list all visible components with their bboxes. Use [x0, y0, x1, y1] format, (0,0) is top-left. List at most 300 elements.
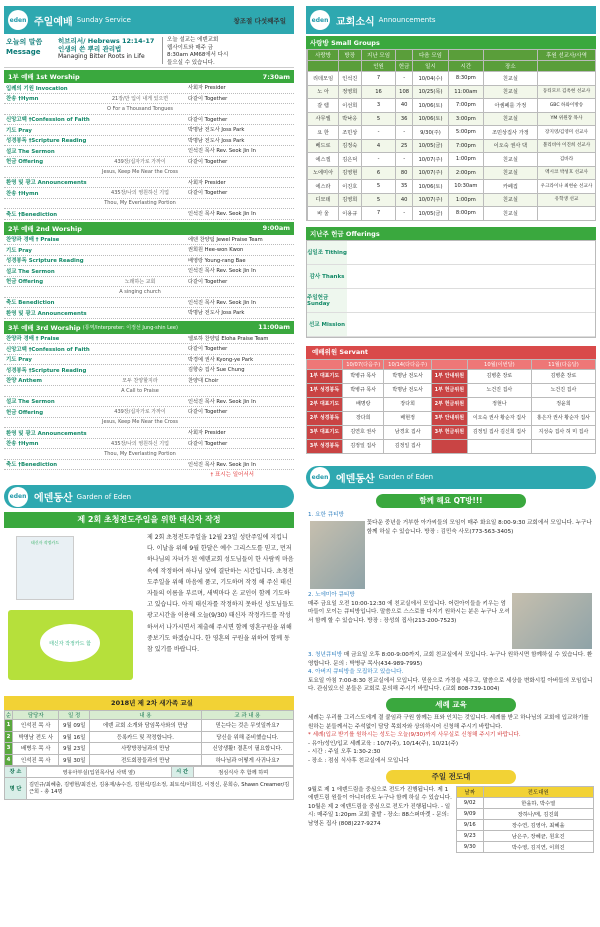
right-column [306, 6, 596, 853]
service-item: 찬송 †Hymn [6, 441, 39, 448]
table-cell: 3 [5, 743, 13, 755]
offering-row [307, 265, 595, 289]
service-person: 박명남 전도사 Joss Park [188, 127, 245, 134]
service-hymn: 439장/십자가로 가까이 [114, 158, 166, 165]
service-person: 다같이 Together [188, 95, 228, 102]
table-cell: 1 [5, 720, 13, 732]
service-hymn: A Call to Praise [121, 387, 159, 394]
table-row [307, 126, 596, 140]
table-cell: 우크라이나 최현순 선교사 [538, 180, 596, 194]
qt1-heading: 1. 요한 큐티방 [308, 511, 344, 518]
table-cell: 이용규 [338, 207, 361, 221]
service-row [4, 167, 294, 178]
table-row [307, 411, 596, 425]
table-cell: 7:00pm [448, 139, 483, 153]
time-value: 점심식사 후 함께 하며 [193, 767, 293, 778]
table-cell: 베드로 [308, 139, 338, 153]
qt1-photo [310, 521, 365, 589]
service-row [4, 344, 294, 355]
service-row [4, 256, 294, 267]
service-person: 다같이 Together [188, 278, 228, 285]
table-cell: 2:00pm [448, 166, 483, 180]
table-cell [538, 72, 596, 86]
table-cell: 1:00pm [448, 193, 483, 207]
table-row [307, 180, 596, 194]
table-header: 사랑방 [308, 50, 338, 61]
table-cell: 동티모르 김옥현 선교사 [538, 85, 596, 99]
table-cell [538, 207, 596, 221]
service-row [4, 104, 294, 115]
table-cell: 친교실 [483, 112, 537, 126]
table-cell: 5 [361, 112, 396, 126]
service-person: 에덴 찬양팀 Jewel Praise Team [188, 236, 263, 243]
service-item: 찬송 †Hymn [6, 96, 39, 103]
table-cell: 16 [361, 85, 396, 99]
table-row [307, 193, 596, 207]
service-hymn: 노래하는 교회 [124, 278, 156, 285]
table-cell: 인석진 목 사 [13, 720, 59, 732]
table-row [307, 166, 596, 180]
table-cell: 하나님과 어떻게 사귀나요? [201, 754, 293, 766]
table-header: 지난 모임 [361, 50, 396, 61]
table-cell: - [361, 153, 396, 167]
table-cell: 지성숙 집사 허 미 집사 [531, 425, 595, 439]
service-person: 박명남 전도사 Joss Park [188, 310, 245, 317]
service-item: 기도 Pray [6, 127, 32, 134]
table-cell: 친교실 [483, 207, 537, 221]
table-header [431, 359, 467, 369]
table-cell: 친교실 [483, 85, 537, 99]
first-service-bar: 1부 예배 1st Worship 7:30am [4, 70, 294, 83]
table-cell: 3부 성경봉독 [307, 439, 343, 453]
qt2-heading: 2. 노에미아 큐티방 [308, 592, 355, 599]
offering-label: 십일조 Tithing [307, 241, 347, 264]
table-cell: 친교실 [483, 193, 537, 207]
worship-title-en: Sunday Service [76, 16, 131, 24]
table-row [5, 720, 294, 732]
service-row [4, 439, 294, 450]
table-cell: 3:00pm [448, 112, 483, 126]
table-cell: 배병우 목 사 [13, 743, 59, 755]
service-row [4, 334, 294, 345]
service-person: 찬양대 Choir [188, 377, 219, 384]
table-cell: 전도회장들과의 만남 [89, 754, 201, 766]
table-cell: 박명남 전도사 [384, 383, 431, 397]
table-cell: 인석진 [338, 72, 361, 86]
service-person: 다같이 Together [188, 409, 228, 416]
table-cell: 아셈페를 가정 [483, 99, 537, 113]
service-item: 찬양과 경배 † Praise [6, 237, 60, 244]
table-subheader: 헌금 [396, 61, 413, 72]
service-row [4, 298, 294, 309]
service-row [4, 209, 294, 220]
table-header: 날짜 [457, 786, 484, 797]
service-item: 찬양과 경배 † Praise [6, 336, 60, 343]
service-row [4, 418, 294, 429]
table-cell: 9월 16일 [59, 731, 89, 743]
table-cell: 35 [396, 180, 413, 194]
table-subheader [538, 61, 596, 72]
service-row [4, 188, 294, 199]
table-cell: 이오숙 권사 황순자 집사 [467, 411, 531, 425]
table-cell: - [361, 126, 396, 140]
table-cell: 8:00pm [448, 207, 483, 221]
new-family-table [4, 710, 294, 766]
small-groups-table [306, 49, 596, 221]
eden-logo: eden [310, 467, 330, 487]
service-person: 김향숭 집사 Sue Chung [188, 367, 245, 374]
service-item: 기도 Pray [6, 247, 32, 254]
table-header [307, 359, 343, 369]
worship-title-ko: 주일예배 [34, 16, 73, 28]
table-cell: 11:00am [448, 85, 483, 99]
table-cell: 9/30(주) [412, 126, 448, 140]
table-row [307, 369, 596, 383]
offering-row [307, 289, 595, 313]
table-subheader: 시간 [448, 61, 483, 72]
table-header [396, 50, 413, 61]
table-cell: 9/30 [457, 841, 484, 852]
service-item: 헌금 Offering [6, 409, 44, 416]
table-cell: 인석진 목 사 [13, 754, 59, 766]
service-person: 다같이 Together [188, 158, 228, 165]
evangel-section [306, 786, 596, 853]
commitment-card: 태신자 작정카드 [16, 536, 74, 600]
table-cell: 에스라 [308, 180, 338, 194]
scripture: 히브리서/ Hebrews 12:14-17 [58, 37, 155, 45]
table-cell: 노건진 집사 [467, 383, 531, 397]
table-cell: 장수연, 김영아, 최혜을 [483, 819, 594, 830]
table-header: 11월(다음달) [531, 359, 595, 369]
table-row [307, 397, 596, 411]
service-row [4, 235, 294, 246]
service-item: 환영 및 광고 Announcements [6, 180, 87, 187]
table-cell: 9/02 [457, 797, 484, 808]
table-cell: 2부 성경봉독 [307, 411, 343, 425]
qt-title: 함께 해요 QT방!!! [376, 494, 526, 508]
offering-label: 주일헌금 Sunday [307, 289, 347, 312]
service-person: 박명남 전도사 Joss Park [188, 137, 245, 144]
offering-label: 감사 Thanks [307, 265, 347, 288]
table-cell: 장하나/메, 김진회 [483, 808, 594, 819]
service-row [4, 355, 294, 366]
service-item: 성경봉독 †Scripture Reading [6, 138, 87, 145]
table-cell: 정현나 [467, 397, 531, 411]
table-row [307, 439, 596, 453]
service-person: 다같이 Together [188, 116, 228, 123]
service-row [4, 308, 294, 319]
table-cell: 바 울 [308, 207, 338, 221]
table-cell: 등록카드 및 작정합니다. [89, 731, 201, 743]
table-cell: 10/07(주) [412, 153, 448, 167]
table-header [448, 50, 483, 61]
service-person: 배영랑 Young-rang Bae [188, 257, 246, 264]
table-cell: 장다희 [384, 397, 431, 411]
names-value: 김민규/최혜출, 김병현/최진선, 김용재/송수진, 김현석/김소정, 최토석/이희진, 이정신, 문희승, Shawn Creamer/김근희 - 총 14명 [27, 778, 294, 800]
service-item: 기도 Pray [6, 357, 32, 364]
table-cell: 9/09 [457, 808, 484, 819]
table-cell: 김영희 [338, 193, 361, 207]
table-cell: 조민상집사 가정 [483, 126, 537, 140]
service-person: 다같이 Together [188, 190, 228, 197]
service-item: 헌금 Offering [6, 279, 44, 286]
table-cell: 25 [396, 139, 413, 153]
table-cell: 36 [396, 112, 413, 126]
table-row [5, 743, 294, 755]
table-cell: 3부 대표기도 [307, 425, 343, 439]
table-cell: 1:00pm [448, 153, 483, 167]
table-cell: 2 [5, 731, 13, 743]
announce-header [306, 6, 596, 34]
service-hymn: 439장/십자가로 가까이 [114, 409, 166, 416]
service-item: 설교 The Sermon [6, 399, 55, 406]
service-hymn: A singing church [119, 288, 161, 295]
place-label: 장 소 [5, 767, 27, 778]
service-row [4, 386, 294, 397]
table-row [307, 112, 596, 126]
table-cell: 김은덕 [338, 153, 361, 167]
commitment-banner: 제 2회 초청전도주일을 위한 태신자 작정 [4, 512, 294, 528]
table-subheader: 인원 [361, 61, 396, 72]
table-row [457, 830, 594, 841]
week-label: 창조절 다섯째주일 [233, 16, 286, 25]
service-item: 설교 The Sermon [6, 268, 55, 275]
table-cell: 박병규 목사 [342, 383, 383, 397]
offering-table [306, 240, 596, 338]
evangel-table [456, 786, 594, 853]
table-cell: 노 아 [308, 85, 338, 99]
table-cell: 3부 헌금위원 [431, 425, 467, 439]
class-info-table [4, 766, 294, 800]
service-row [4, 125, 294, 136]
table-subheader [338, 61, 361, 72]
service-row [4, 245, 294, 256]
service-person: 엘로하 찬양팀 Eloha Praise Team [188, 335, 269, 342]
service-hymn: O For a Thousand Tongues [106, 105, 174, 112]
table-row [457, 819, 594, 830]
table-cell: - [396, 153, 413, 167]
service-item: 신앙고백 †Confession of Faith [6, 346, 90, 353]
service-person: 인석진 목사 Rev. Seok Jin In [188, 148, 256, 155]
second-service-order [4, 235, 294, 319]
table-cell: 디모데 [308, 193, 338, 207]
table-cell: 9월 30일 [59, 754, 89, 766]
table-cell: 2부 대표기도 [307, 397, 343, 411]
service-row [4, 199, 294, 210]
table-cell: 조민상 [338, 126, 361, 140]
commitment-box: 태신자 작정카드 함 [8, 610, 133, 680]
small-groups-bar: 사랑방 Small Groups [306, 36, 596, 49]
table-cell: 10/06(토) [412, 99, 448, 113]
table-header: 전도대원 [483, 786, 594, 797]
service-person: 권희원 Hee-won Kwon [188, 247, 244, 254]
service-item: 축도 Benediction [6, 300, 55, 307]
table-row [307, 153, 596, 167]
table-cell [531, 439, 595, 453]
table-cell: 이선희 [338, 99, 361, 113]
table-cell: 5 [361, 180, 396, 194]
service-hymn: Jesus, Keep Me Near the Cross [101, 419, 179, 426]
table-row [307, 99, 596, 113]
third-service-bar: 3부 예배 3rd Worship (통역/Interpreter: 이정선 Jung-shin Lee) 11:00am [4, 321, 294, 334]
place-value: 영유아부실(입원목사님 사택 옆) [27, 767, 172, 778]
table-cell: 10/04(수) [412, 72, 448, 86]
garden-header-right: eden 에덴동산 Garden of Eden [306, 466, 596, 489]
offering-bar: 지난주 헌금 Offerings [306, 227, 596, 240]
table-cell: 당신을 위해 준비했습니다. [201, 731, 293, 743]
table-cell: - [396, 72, 413, 86]
table-cell: 김영현 [338, 166, 361, 180]
worship-header [4, 6, 294, 34]
table-cell: 40 [396, 99, 413, 113]
table-cell: 3부 안내위원 [431, 411, 467, 425]
table-header [483, 50, 537, 61]
table-cell: 박수영, 김지연, 이희진 [483, 841, 594, 852]
table-cell: 박명남 전도사 [384, 369, 431, 383]
second-service-bar: 2부 예배 2nd Worship 9:00am [4, 222, 294, 235]
service-row [4, 94, 294, 105]
service-row [4, 449, 294, 460]
service-item: 환영 및 광고 Announcements [6, 310, 87, 317]
qt1-text: 꽃다운 중년을 거부한 아가씨들의 모임이 매주 화요일 8:00-9:30 교회에서 모입니다. 누구나 함께 하실 수 있습니다. 방장 : 김민숙 사모(773-563-3405) [366, 520, 592, 535]
service-item: 헌금 Offering [6, 159, 44, 166]
garden-header-left: eden 에덴동산 Garden of Eden [4, 485, 294, 508]
service-row [4, 277, 294, 288]
service-item: 찬송 †Hymn [6, 190, 39, 197]
service-item: 신앙고백 †Confession of Faith [6, 117, 90, 124]
table-cell: - [396, 126, 413, 140]
message-content [58, 37, 163, 64]
sermon-title-ko: 인생의 쓴 뿌리 관리법 [58, 45, 122, 53]
table-cell: 노에미아 [308, 166, 338, 180]
service-item: 찬양 Anthem [6, 378, 42, 385]
commitment-section [4, 532, 294, 690]
table-cell: 장다희 [342, 411, 383, 425]
table-cell: 10/05(금) [412, 207, 448, 221]
table-cell [431, 439, 467, 453]
table-row [307, 383, 596, 397]
service-person: 사회자 Presider [188, 179, 226, 186]
service-item: 성경봉독 Scripture Reading [6, 258, 84, 265]
table-cell: 1부 대표기도 [307, 369, 343, 383]
table-header: 교 과 내 용 [201, 711, 293, 720]
evangel-title: 주일 전도대 [386, 770, 516, 784]
table-cell: 4 [361, 139, 396, 153]
table-cell: 박낙응 [338, 112, 361, 126]
service-row [4, 178, 294, 189]
service-person: 인석진 목사 Rev. Seok Jin In [188, 398, 256, 405]
service-hymn: Thou, My Everlasting Portion [104, 450, 176, 457]
table-header: 방장 [338, 50, 361, 61]
table-cell: 카페집 [483, 180, 537, 194]
service-item: 입례의 기원 Invocation [6, 85, 68, 92]
table-cell: 8:30pm [448, 72, 483, 86]
table-header: 10/14(다다음주) [384, 359, 431, 369]
announce-title-en: Announcements [378, 16, 436, 24]
table-cell: 노건진 집사 [531, 383, 595, 397]
eden-logo: eden [8, 10, 28, 30]
table-header: 담당자 [13, 711, 59, 720]
table-row [457, 797, 594, 808]
qt-section [306, 511, 596, 695]
table-cell: 10/06(토) [412, 112, 448, 126]
service-hymn: 모두 찬양할지라 [122, 377, 158, 384]
message-label: 오늘의 말씀 Message [6, 38, 43, 56]
table-cell: 친교실 [483, 166, 537, 180]
table-cell: 박병규 목사 [342, 369, 383, 383]
new-family-class-title: 2018년 제 2차 새가족 교실 [4, 696, 294, 710]
table-cell: 5 [361, 193, 396, 207]
evangel-text: 9월로 제 1 에덴드림을 중심으로 전도가 진행됩니다. 제 1 에덴드림 원들이 아니더라도 누구나 함께 하실 수 있습니다. 10월은 제 2 에덴드림을 중심으로 전도가 진행됩니다. - 일시: 매주일 1:20pm 교회 출발 - 장소: 88스퍼마켓 - 문의: 남영돈 집사 (808)227-9274 [308, 786, 452, 827]
table-cell: 7:00pm [448, 99, 483, 113]
table-cell: YM 위원장 목사 [538, 112, 596, 126]
table-cell: 신앙생활! 결혼이 필요합니다. [201, 743, 293, 755]
table-cell: 10:30am [448, 180, 483, 194]
service-person: 인석진 목사 Rev. Seok Jin In [188, 268, 256, 275]
table-cell: 김정일 집사 [342, 439, 383, 453]
table-cell: 1부 성경봉독 [307, 383, 343, 397]
service-row [4, 266, 294, 277]
table-row [307, 72, 596, 86]
table-cell: 에덴 교회 소개와 담임목사와의 만남 [89, 720, 201, 732]
table-cell: 4 [5, 754, 13, 766]
table-cell: 갈 렙 [308, 99, 338, 113]
table-cell: 김병훈 장로 [531, 369, 595, 383]
table-cell: 유학생 선교 [538, 193, 596, 207]
service-item: 축도 †Benediction [6, 462, 58, 469]
table-cell: 10/07(주) [412, 166, 448, 180]
service-row [4, 460, 294, 471]
table-cell: 이오숙 권사 댁 [483, 139, 537, 153]
service-row [4, 376, 294, 387]
table-cell: 10/05(금) [412, 139, 448, 153]
service-row [4, 115, 294, 126]
service-row [4, 83, 294, 94]
service-row [4, 136, 294, 147]
table-cell: 김바라 [538, 153, 596, 167]
names-label: 명 단 [5, 778, 27, 800]
table-cell: 박명남 전도 사 [13, 731, 59, 743]
left-column [4, 6, 294, 800]
table-header: 10/07(다음주) [342, 359, 383, 369]
sermon-notice: 오늘 설교는 에덴교회 웹사이트와 매주 금 8:30am AM68에서 다시 들으실 수 있습니다. [167, 37, 229, 66]
table-row [307, 425, 596, 439]
table-cell: 장지영/김영미 선교사 [538, 126, 596, 140]
service-person: 인석진 목사 Rev. Seok Jin In [188, 211, 256, 218]
table-cell: 5:00pm [448, 126, 483, 140]
table-cell: 정영희 [338, 85, 361, 99]
table-cell [467, 439, 531, 453]
table-cell: 홍은자 권사 황순자 집사 [531, 411, 595, 425]
time-label: 시 간 [171, 767, 193, 778]
table-cell: 7 [361, 72, 396, 86]
table-header: 다음 모임 [412, 50, 448, 61]
eden-logo: eden [310, 10, 330, 30]
table-row [307, 139, 596, 153]
service-person: 인석진 목사 Rev. Seok Jin In [188, 299, 256, 306]
table-cell: 배현정 [384, 411, 431, 425]
service-row [4, 428, 294, 439]
standing-note: † 표시는 일어서서 [210, 472, 254, 478]
table-cell: 남경호 집사 [384, 425, 431, 439]
eden-logo: eden [8, 487, 28, 507]
qt2-photo [512, 593, 592, 649]
qt3-heading: 3. 청년큐티방 [308, 652, 343, 659]
table-row [5, 754, 294, 766]
qt4-heading: 4. 아버지 큐티방을 모집하고 있습니다. [308, 669, 404, 676]
service-hymn: 435장/나의 영원하신 기업 [111, 440, 169, 447]
table-row [457, 808, 594, 819]
